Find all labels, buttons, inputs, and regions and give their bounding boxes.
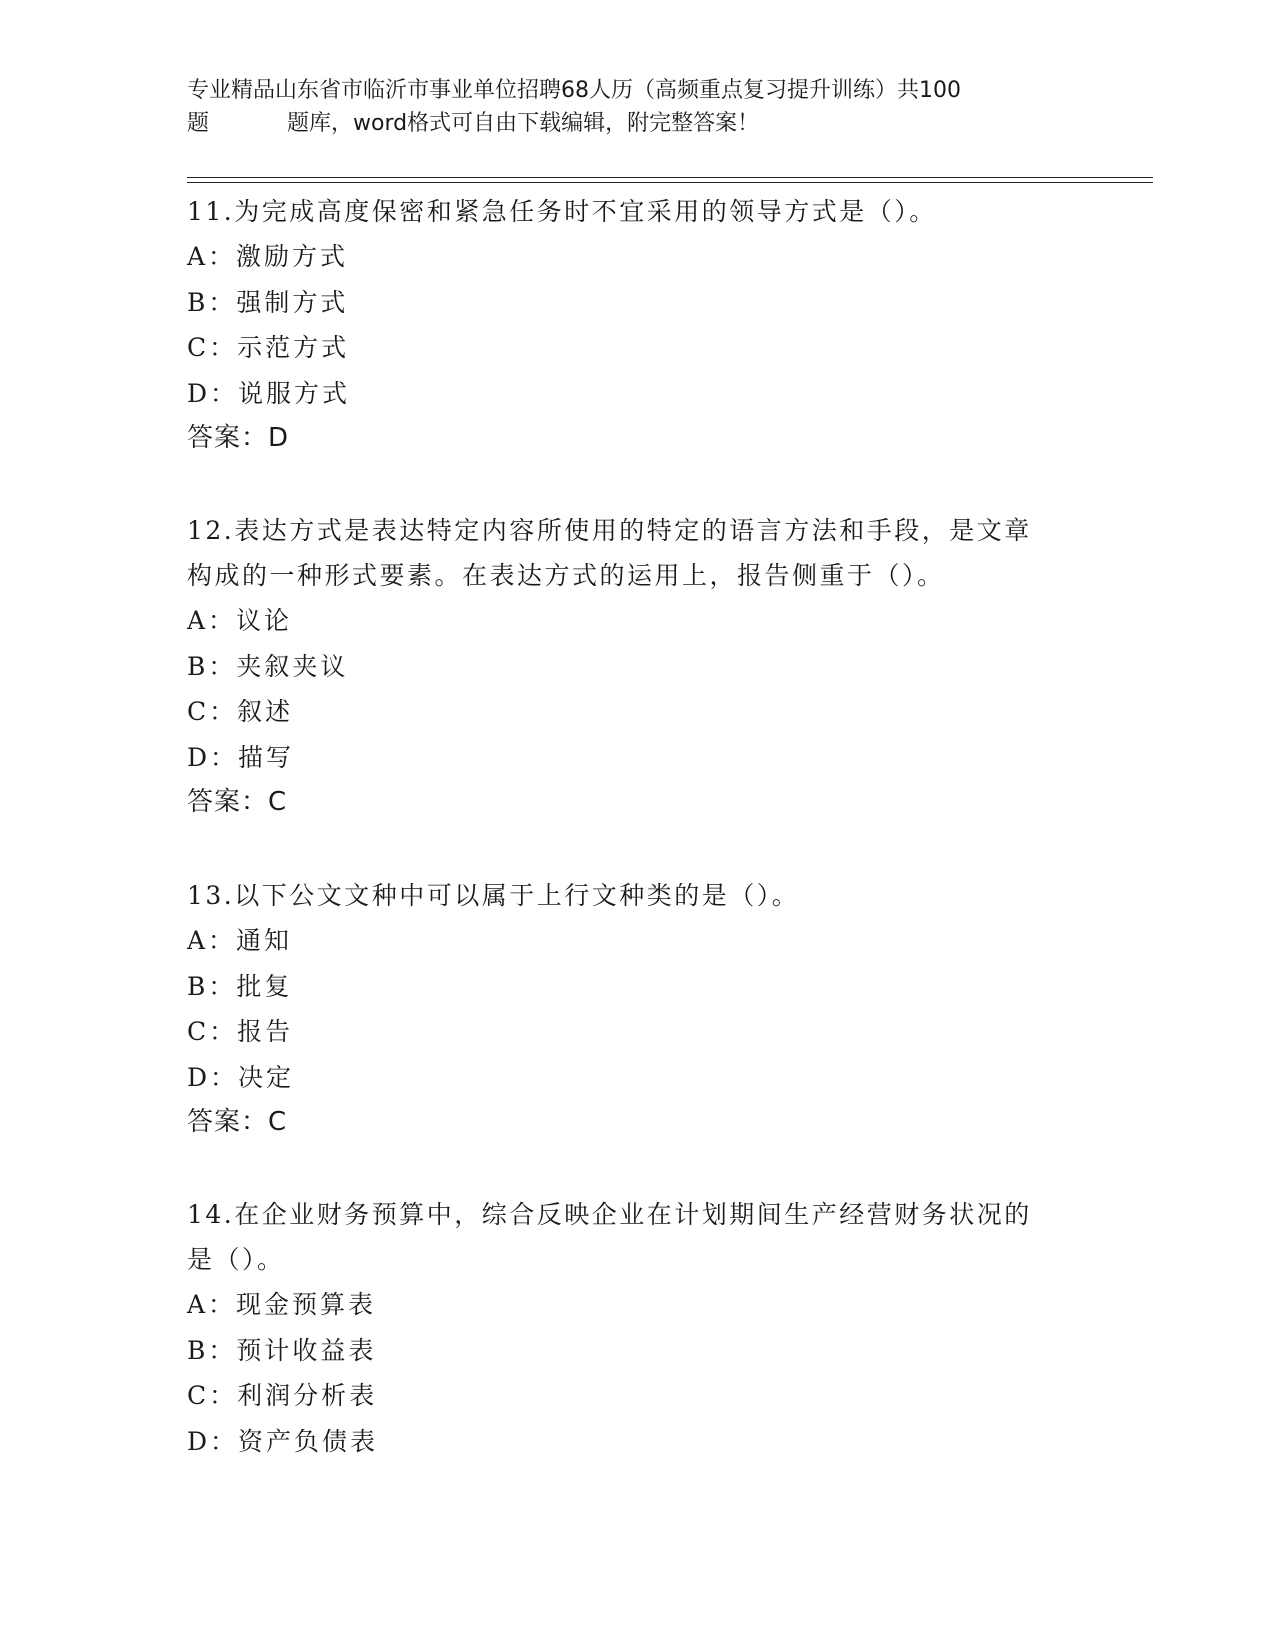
question-option: B：批复: [187, 971, 293, 1001]
question-option: B：夹叙夹议: [187, 651, 349, 681]
header-subtitle-line: [187, 107, 1067, 140]
question-stem: 构成的一种形式要素。在表达方式的运用上，报告侧重于（）。: [187, 561, 945, 590]
header-subtitle-text: 题库，word格式可自由下载编辑，附完整答案！: [287, 111, 760, 136]
question-block: [187, 508, 1087, 825]
question-option: A：通知: [187, 926, 293, 955]
question-stem: 14.在企业财务预算中，综合反映企业在计划期间生产经营财务状况的: [187, 1200, 1032, 1229]
question-option: D：描写: [187, 742, 295, 772]
question-option: B：预计收益表: [187, 1335, 377, 1365]
question-stem: 13.以下公文文种中可以属于上行文种类的是（）。: [187, 881, 800, 910]
question-option: A：激励方式: [187, 242, 349, 271]
question-option: C：示范方式: [187, 333, 350, 362]
question-block: [187, 189, 1087, 461]
question-option: C：叙述: [187, 697, 294, 726]
question-answer: 答案：C: [187, 1107, 288, 1137]
question-option: D：说服方式: [187, 378, 351, 408]
question-stem: 12.表达方式是表达特定内容所使用的特定的语言方法和手段，是文章: [187, 516, 1032, 545]
question-option: C：利润分析表: [187, 1381, 378, 1410]
header-subtitle-lead: 题: [187, 111, 210, 136]
question-stem: 11.为完成高度保密和紧急任务时不宜采用的领导方式是（）。: [187, 197, 937, 226]
question-option: D：决定: [187, 1062, 295, 1092]
question-stem: 是（）。: [187, 1245, 285, 1274]
question-answer: 答案：D: [187, 423, 290, 453]
header-divider-bottom: [187, 182, 1153, 183]
question-answer: 答案：C: [187, 787, 288, 817]
header-divider-top: [187, 177, 1153, 178]
header-title-line: 专业精品山东省市临沂市事业单位招聘68人历（高频重点复习提升训练）共100: [187, 78, 961, 103]
question-option: A：现金预算表: [187, 1290, 377, 1319]
question-block: [187, 873, 1087, 1145]
question-option: B：强制方式: [187, 287, 349, 317]
question-option: A：议论: [187, 606, 293, 635]
question-option: D：资产负债表: [187, 1426, 379, 1456]
question-block: [187, 1192, 1087, 1464]
question-option: C：报告: [187, 1017, 294, 1046]
document-header: [187, 74, 1067, 140]
